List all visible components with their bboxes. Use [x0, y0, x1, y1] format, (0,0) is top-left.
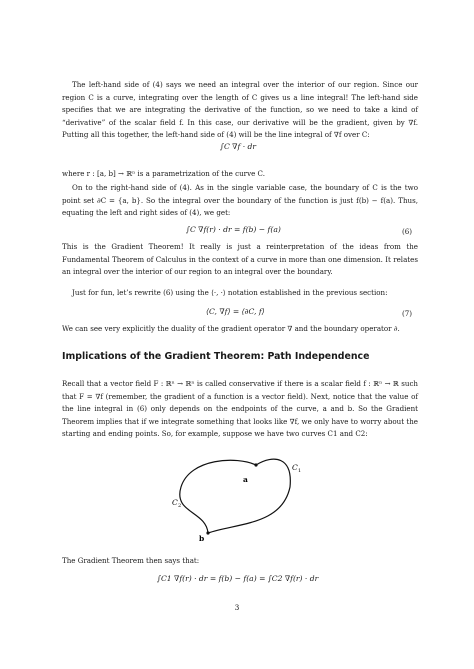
paragraph-3: On to the right-hand side of (4). As in the single variable case, the boundary of C is the two point set ∂C = {a, b}. So the integral over the boundary of the function is just f(b) − f(a). Thus, equating the left and right sides of (4), we get:: [62, 183, 418, 218]
label-c2: C: [172, 498, 178, 507]
paragraph-2: where r : [a, b] → ℝⁿ is a parametrization of the curve C.: [62, 169, 265, 178]
label-a: a: [243, 475, 248, 484]
paragraph-6: We can see very explicitly the duality of the gradient operator ∇ and the boundary operator ∂.: [62, 324, 400, 333]
paragraph-8: The Gradient Theorem then says that:: [62, 556, 200, 565]
paragraph-5: Just for fun, let’s rewrite (6) using the ⟨·, ·⟩ notation established in the previous section:: [72, 288, 388, 297]
equation-final: ∫C1 ∇f(r) · dr = f(b) − f(a) = ∫C2 ∇f(r) · dr: [157, 574, 319, 583]
page-number: 3: [234, 603, 240, 612]
label-c1: C: [292, 463, 298, 472]
paragraph-1: The left-hand side of (4) says we need an integral over the interior of our region. Since our region C is a curve, integrating over the length of C gives us a line integral! The left-hand side specifies that we are integrating the derivative of the function, so we need to take a kind of “derivative” of the scalar field f. In this case, our derivative will be the gradient, given by ∇f. Putting all this together, the left-hand side of (4) will be the line integral of ∇f over C:: [62, 80, 418, 140]
curve-c2: [180, 460, 256, 533]
equation-7: ⟨C, ∇f⟩ = ⟨∂C, f⟩: [206, 307, 265, 316]
paragraph-4: This is the Gradient Theorem! It really is just a reinterpretation of the ideas from the Fundamental Theorem of Calculus in the context of a curve in more than one dimension. It relates an integral over the interior of our region to an integral over the boundary.: [62, 242, 418, 277]
label-c1-sub: 1: [298, 468, 302, 474]
paragraph-7: Recall that a vector field F : ℝⁿ → ℝⁿ is called conservative if there is a scalar field f : ℝⁿ → ℝ such that F = ∇f (remember, the gradient of a function is a vector field). Next, notice that the value of the line integral in (6) only depends on the endpoints of the curve, a and b. So the Gradient Theorem implies that if we integrate something that looks like ∇f, we only have to worry about the starting and ending points. So, for example, suppose we have two curves C1 and C2:: [62, 379, 418, 439]
point-b: [206, 531, 209, 534]
equation-7-number: (7): [402, 309, 413, 318]
label-b: b: [199, 534, 205, 543]
equation-6: ∫C ∇f(r) · dr = f(b) − f(a): [186, 225, 281, 234]
curve-c1: [208, 459, 290, 533]
label-c2-sub: 2: [178, 503, 182, 509]
section-heading: Implications of the Gradient Theorem: Path Independence: [62, 351, 370, 362]
point-a: [254, 463, 257, 466]
equation-line-integral: ∫C ∇f · dr: [220, 142, 257, 151]
equation-6-number: (6): [402, 227, 413, 236]
